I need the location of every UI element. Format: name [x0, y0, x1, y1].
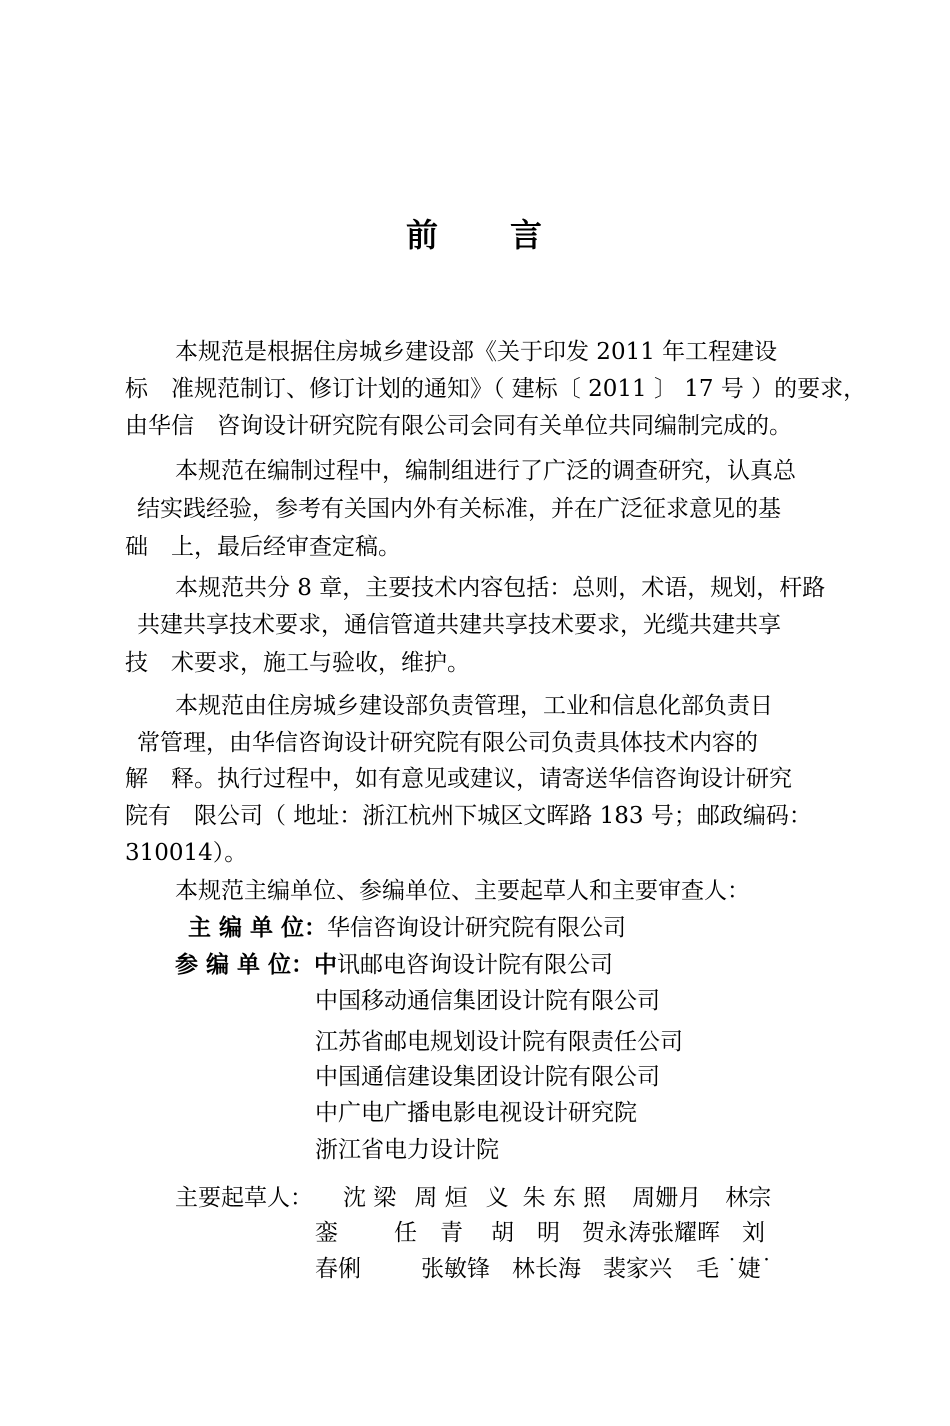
title-char-1: 前 [405, 216, 440, 254]
paragraph-3-line-1: 本规范共分 8 章，主要技术内容包括：总则，术语，规划，杆路 [175, 575, 826, 601]
drafter-name: 毛 ˙婕˙ [696, 1256, 773, 1282]
participating-unit-2: 中国移动通信集团设计院有限公司 [315, 988, 660, 1014]
title-char-2: 言 [510, 216, 545, 254]
paragraph-4-line-4: 院有 限公司（ 地址：浙江杭州下城区文晖路 183 号；邮政编码： [125, 803, 812, 829]
drafter-name: 义 [485, 1185, 509, 1211]
paragraph-4-line-5: 310014）。 [125, 840, 248, 866]
drafters-label: 主要起草人： [175, 1185, 313, 1211]
participating-unit-3: 江苏省邮电规划设计院有限责任公司 [315, 1029, 683, 1055]
drafter-name: 春俐 [315, 1256, 361, 1282]
drafters-row-3 [315, 1254, 772, 1284]
paragraph-1-line-3: 由华信 咨询设计研究院有限公司会同有关单位共同编制完成的。 [125, 413, 792, 439]
participating-unit-first-bold: 中 [314, 952, 338, 978]
paragraph-3-line-2: 共建共享技术要求，通信管道共建共享技术要求，光缆共建共享 [137, 612, 781, 638]
drafter-name: 张敏锋 [421, 1256, 490, 1282]
paragraph-2-line-3: 础 上，最后经审查定稿。 [125, 534, 401, 560]
participating-units-label: 参 编 单 位： [175, 952, 315, 978]
paragraph-3-line-3: 技 术要求，施工与验收，维护。 [125, 650, 470, 676]
chief-unit-value: 华信咨询设计研究院有限公司 [327, 915, 627, 941]
drafters-row-1 [343, 1183, 771, 1213]
drafter-name: 胡 明 [491, 1220, 560, 1246]
chief-unit-label: 主 编 单 位： [188, 915, 328, 941]
paragraph-5: 本规范主编单位、参编单位、主要起草人和主要审查人： [175, 878, 750, 904]
paragraph-4-line-2: 常管理，由华信咨询设计研究院有限公司负责具体技术内容的 [137, 730, 758, 756]
participating-unit-4: 中国通信建设集团设计院有限公司 [315, 1064, 660, 1090]
participating-unit-6: 浙江省电力设计院 [315, 1137, 499, 1163]
paragraph-1-line-2: 标 准规范制订、修订计划的通知》（ 建标〔 2011 〕 17 号 ）的要求， [125, 376, 867, 402]
drafter-name: 周姗月 [632, 1185, 702, 1211]
drafter-name: 朱 东 照 [522, 1185, 607, 1211]
paragraph-4-line-1: 本规范由住房城乡建设部负责管理，工业和信息化部负责日 [175, 693, 773, 719]
drafter-name: 沈 梁 [343, 1185, 397, 1211]
drafter-name: 林长海 [512, 1256, 581, 1282]
participating-units-row [175, 950, 613, 980]
drafter-name: 任 青 [394, 1220, 463, 1246]
paragraph-2-line-1: 本规范在编制过程中，编制组进行了广泛的调查研究，认真总 [175, 458, 796, 484]
drafter-name: 贺永涛张耀晖 [582, 1220, 720, 1246]
chief-unit-row [188, 913, 626, 943]
page-title [0, 210, 950, 256]
paragraph-1-line-1: 本规范是根据住房城乡建设部《关于印发 2011 年工程建设 [175, 339, 778, 365]
participating-unit-5: 中广电广播电影电视设计研究院 [315, 1100, 637, 1126]
drafter-name: 林宗 [725, 1185, 772, 1211]
drafter-name: 裴家兴 [603, 1256, 672, 1282]
paragraph-2-line-2: 结实践经验，参考有关国内外有关标准，并在广泛征求意见的基 [137, 496, 781, 522]
paragraph-4-line-3: 解 释。执行过程中，如有意见或建议，请寄送华信咨询设计研究 [125, 766, 792, 792]
drafters-row-2 [315, 1218, 765, 1248]
drafter-name: 周 烜 [414, 1185, 468, 1211]
participating-unit-first-rest: 讯邮电咨询设计院有限公司 [337, 952, 614, 978]
drafter-name: 銮 [315, 1220, 338, 1246]
drafter-name: 刘 [742, 1220, 765, 1246]
